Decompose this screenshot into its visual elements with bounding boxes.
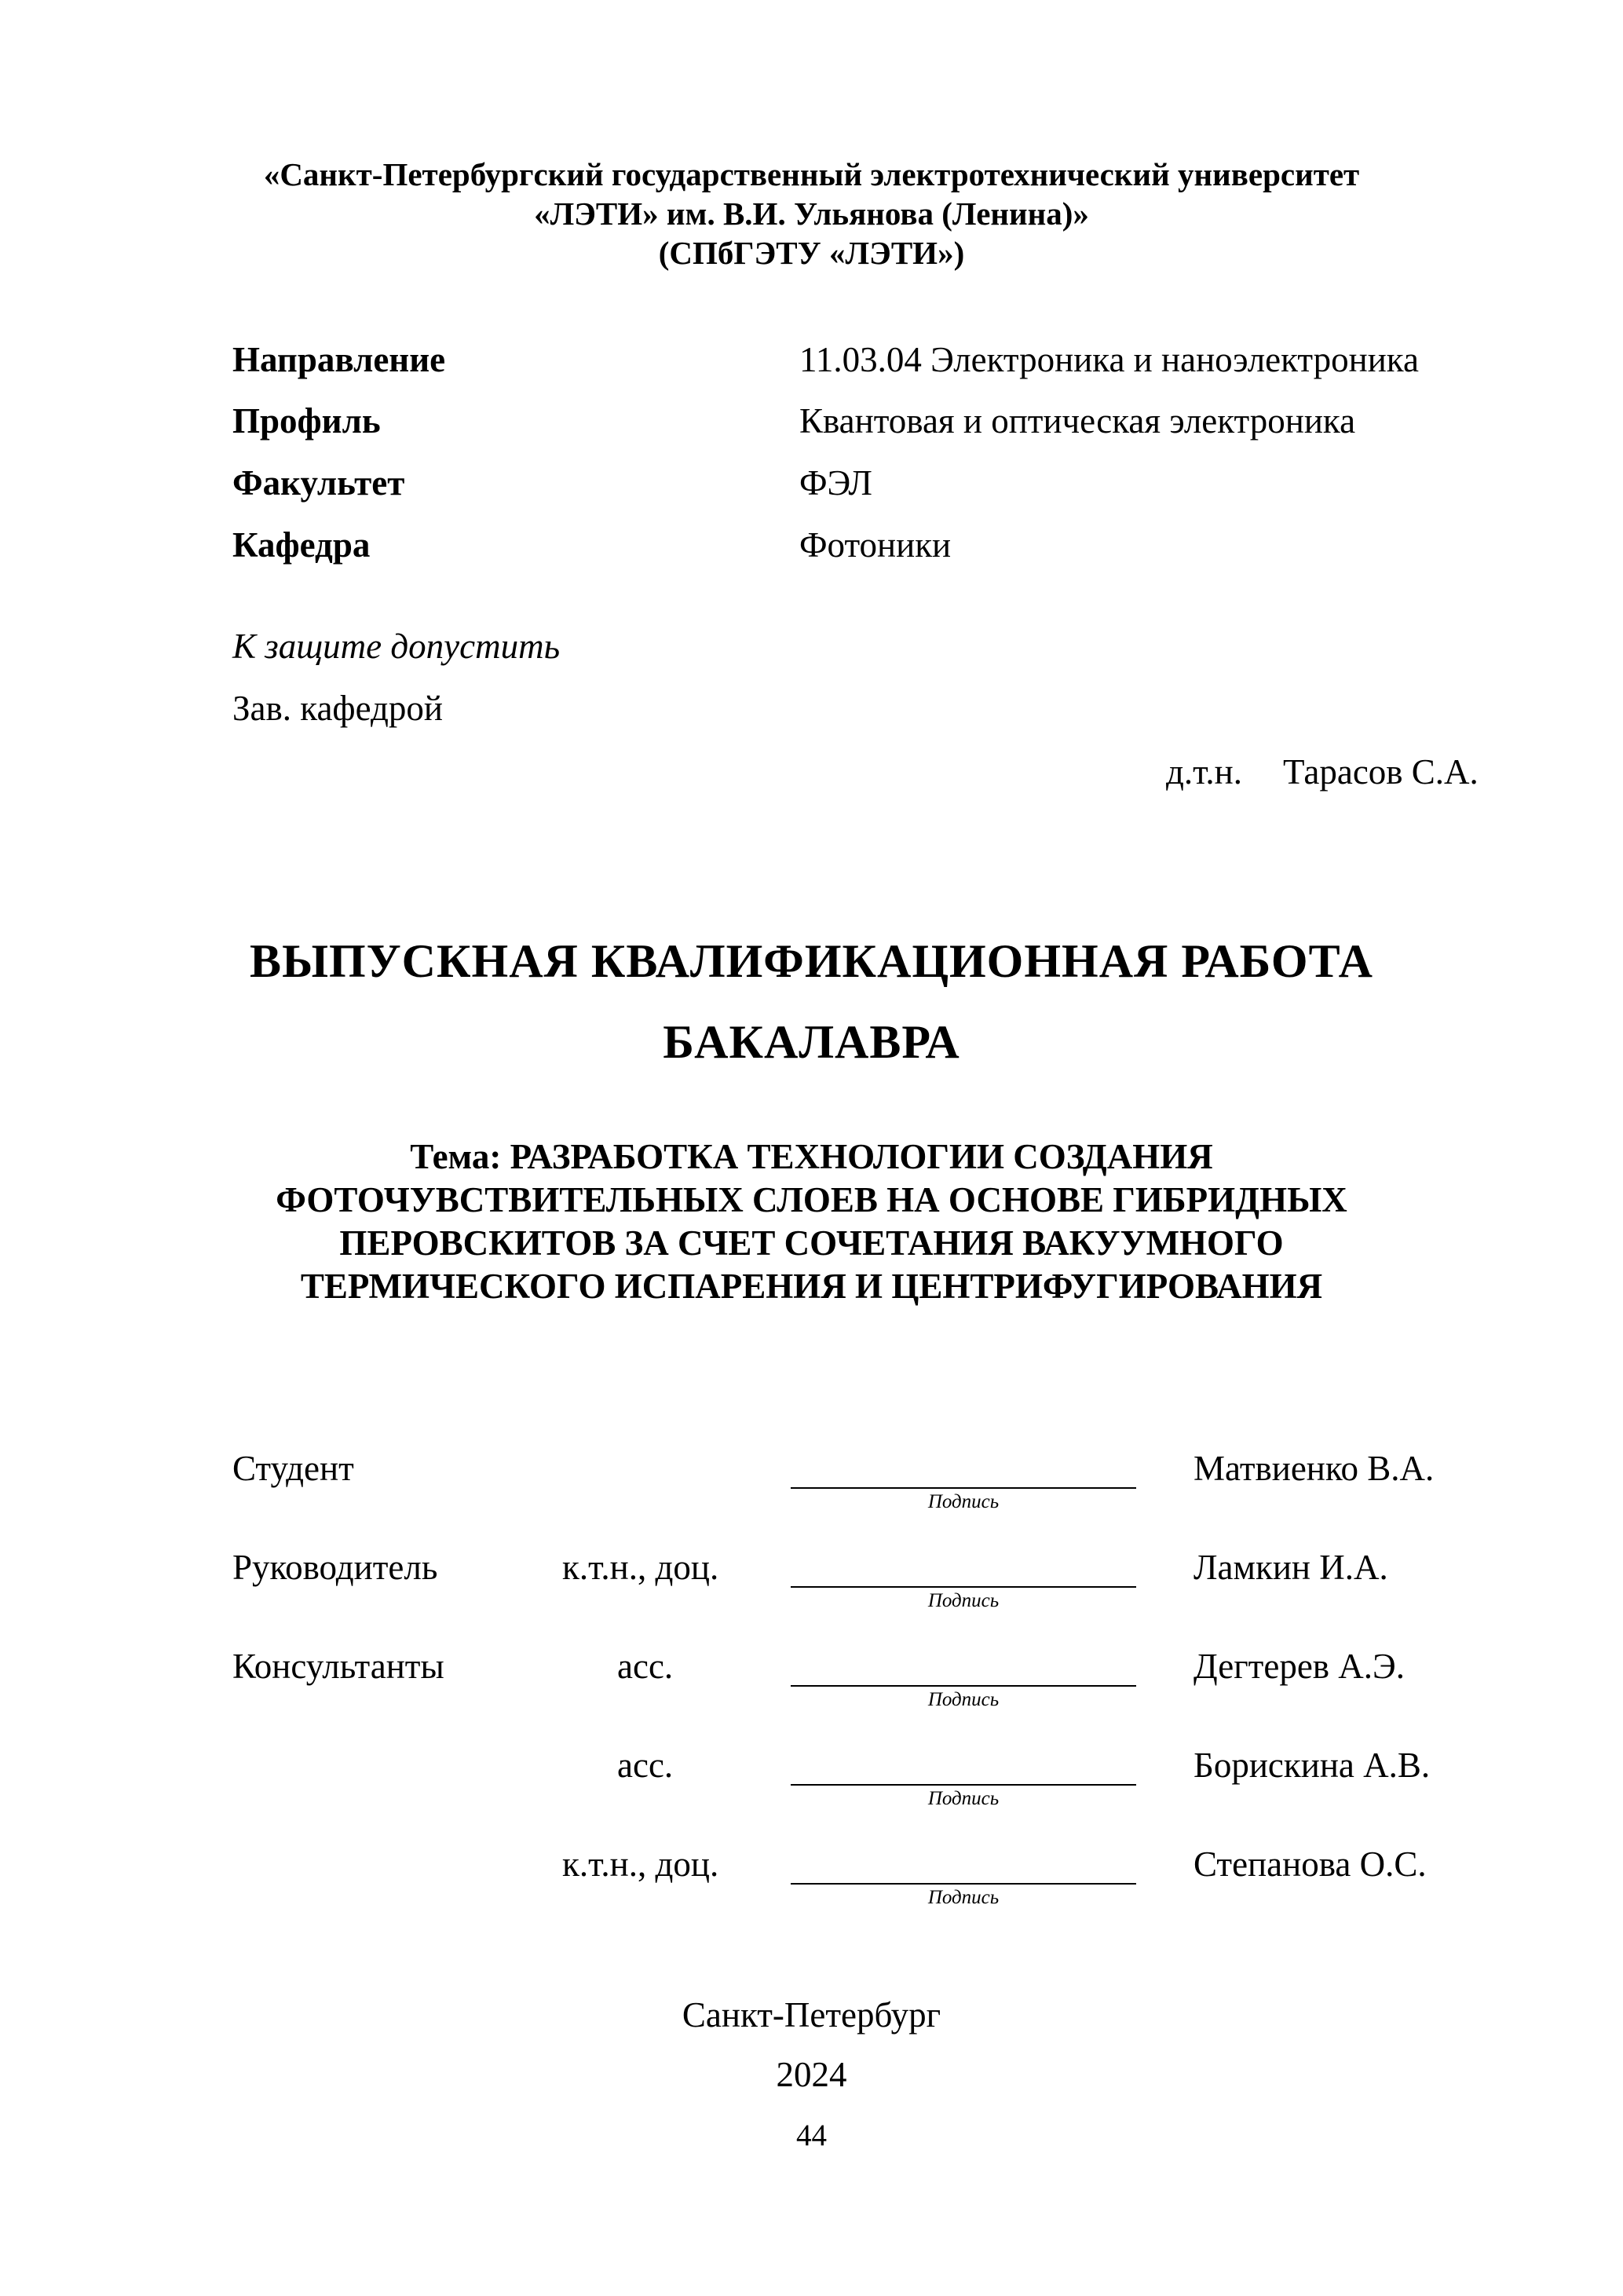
student-name: Матвиенко В.А.: [1193, 1449, 1435, 1488]
consultant2-signature-line: [791, 1784, 1136, 1786]
faculty-label: Факультет: [232, 463, 405, 503]
topic-line4: ТЕРМИЧЕСКОГО ИСПАРЕНИЯ И ЦЕНТРИФУГИРОВАНИЯ: [300, 1267, 1323, 1306]
student-signature-line: [791, 1487, 1136, 1489]
head-degree: д.т.н.: [1166, 752, 1243, 792]
supervisor-signature-line: [791, 1586, 1136, 1588]
university-name-line1: «Санкт-Петербургский государственный электротехнический университет: [263, 156, 1360, 192]
university-name-line2: «ЛЭТИ» им. В.И. Ульянова (Ленина)»: [534, 196, 1089, 232]
department-value: Фотоники: [799, 525, 952, 565]
consultants-role: Консультанты: [232, 1647, 444, 1686]
consultant1-name: Дегтерев А.Э.: [1193, 1647, 1405, 1686]
work-title-line2: БАКАЛАВРА: [663, 1016, 960, 1068]
direction-label: Направление: [232, 340, 446, 379]
admit-to-defense: К защите допустить: [232, 627, 561, 666]
supervisor-signature-caption: Подпись: [927, 1590, 1000, 1611]
city: Санкт-Петербург: [682, 1995, 941, 2035]
consultant1-signature-line: [791, 1685, 1136, 1687]
consultant2-rank: асс.: [617, 1746, 674, 1785]
consultant2-name: Борискина А.В.: [1193, 1746, 1431, 1785]
consultant3-signature-line: [791, 1883, 1136, 1885]
consultant1-signature-caption: Подпись: [927, 1689, 1000, 1710]
page-number: 44: [796, 2119, 827, 2152]
supervisor-role: Руководитель: [232, 1548, 438, 1587]
supervisor-rank: к.т.н., доц.: [562, 1548, 719, 1587]
profile-label: Профиль: [232, 401, 381, 441]
topic-line1: Тема: РАЗРАБОТКА ТЕХНОЛОГИИ СОЗДАНИЯ: [410, 1137, 1213, 1176]
department-label: Кафедра: [232, 525, 371, 565]
student-role: Студент: [232, 1449, 354, 1488]
work-title-line1: ВЫПУСКНАЯ КВАЛИФИКАЦИОННАЯ РАБОТА: [250, 935, 1373, 987]
faculty-value: ФЭЛ: [799, 463, 872, 503]
consultant1-rank: асс.: [617, 1647, 674, 1686]
consultant3-rank: к.т.н., доц.: [562, 1844, 719, 1884]
direction-value: 11.03.04 Электроника и наноэлектроника: [799, 340, 1419, 379]
consultant2-signature-caption: Подпись: [927, 1788, 1000, 1809]
year: 2024: [776, 2055, 847, 2094]
supervisor-name: Ламкин И.А.: [1193, 1548, 1388, 1587]
topic-line2: ФОТОЧУВСТВИТЕЛЬНЫХ СЛОЕВ НА ОСНОВЕ ГИБРИДНЫХ: [276, 1180, 1347, 1219]
topic-line3: ПЕРОВСКИТОВ ЗА СЧЕТ СОЧЕТАНИЯ ВАКУУМНОГО: [339, 1223, 1284, 1263]
student-signature-caption: Подпись: [927, 1491, 1000, 1512]
head-of-department-label: Зав. кафедрой: [232, 689, 443, 728]
consultant3-signature-caption: Подпись: [927, 1887, 1000, 1908]
university-abbreviation: (СПбГЭТУ «ЛЭТИ»): [658, 235, 965, 271]
head-name: Тарасов С.А.: [1283, 752, 1479, 792]
consultant3-name: Степанова О.С.: [1193, 1844, 1427, 1884]
profile-value: Квантовая и оптическая электроника: [799, 401, 1356, 441]
